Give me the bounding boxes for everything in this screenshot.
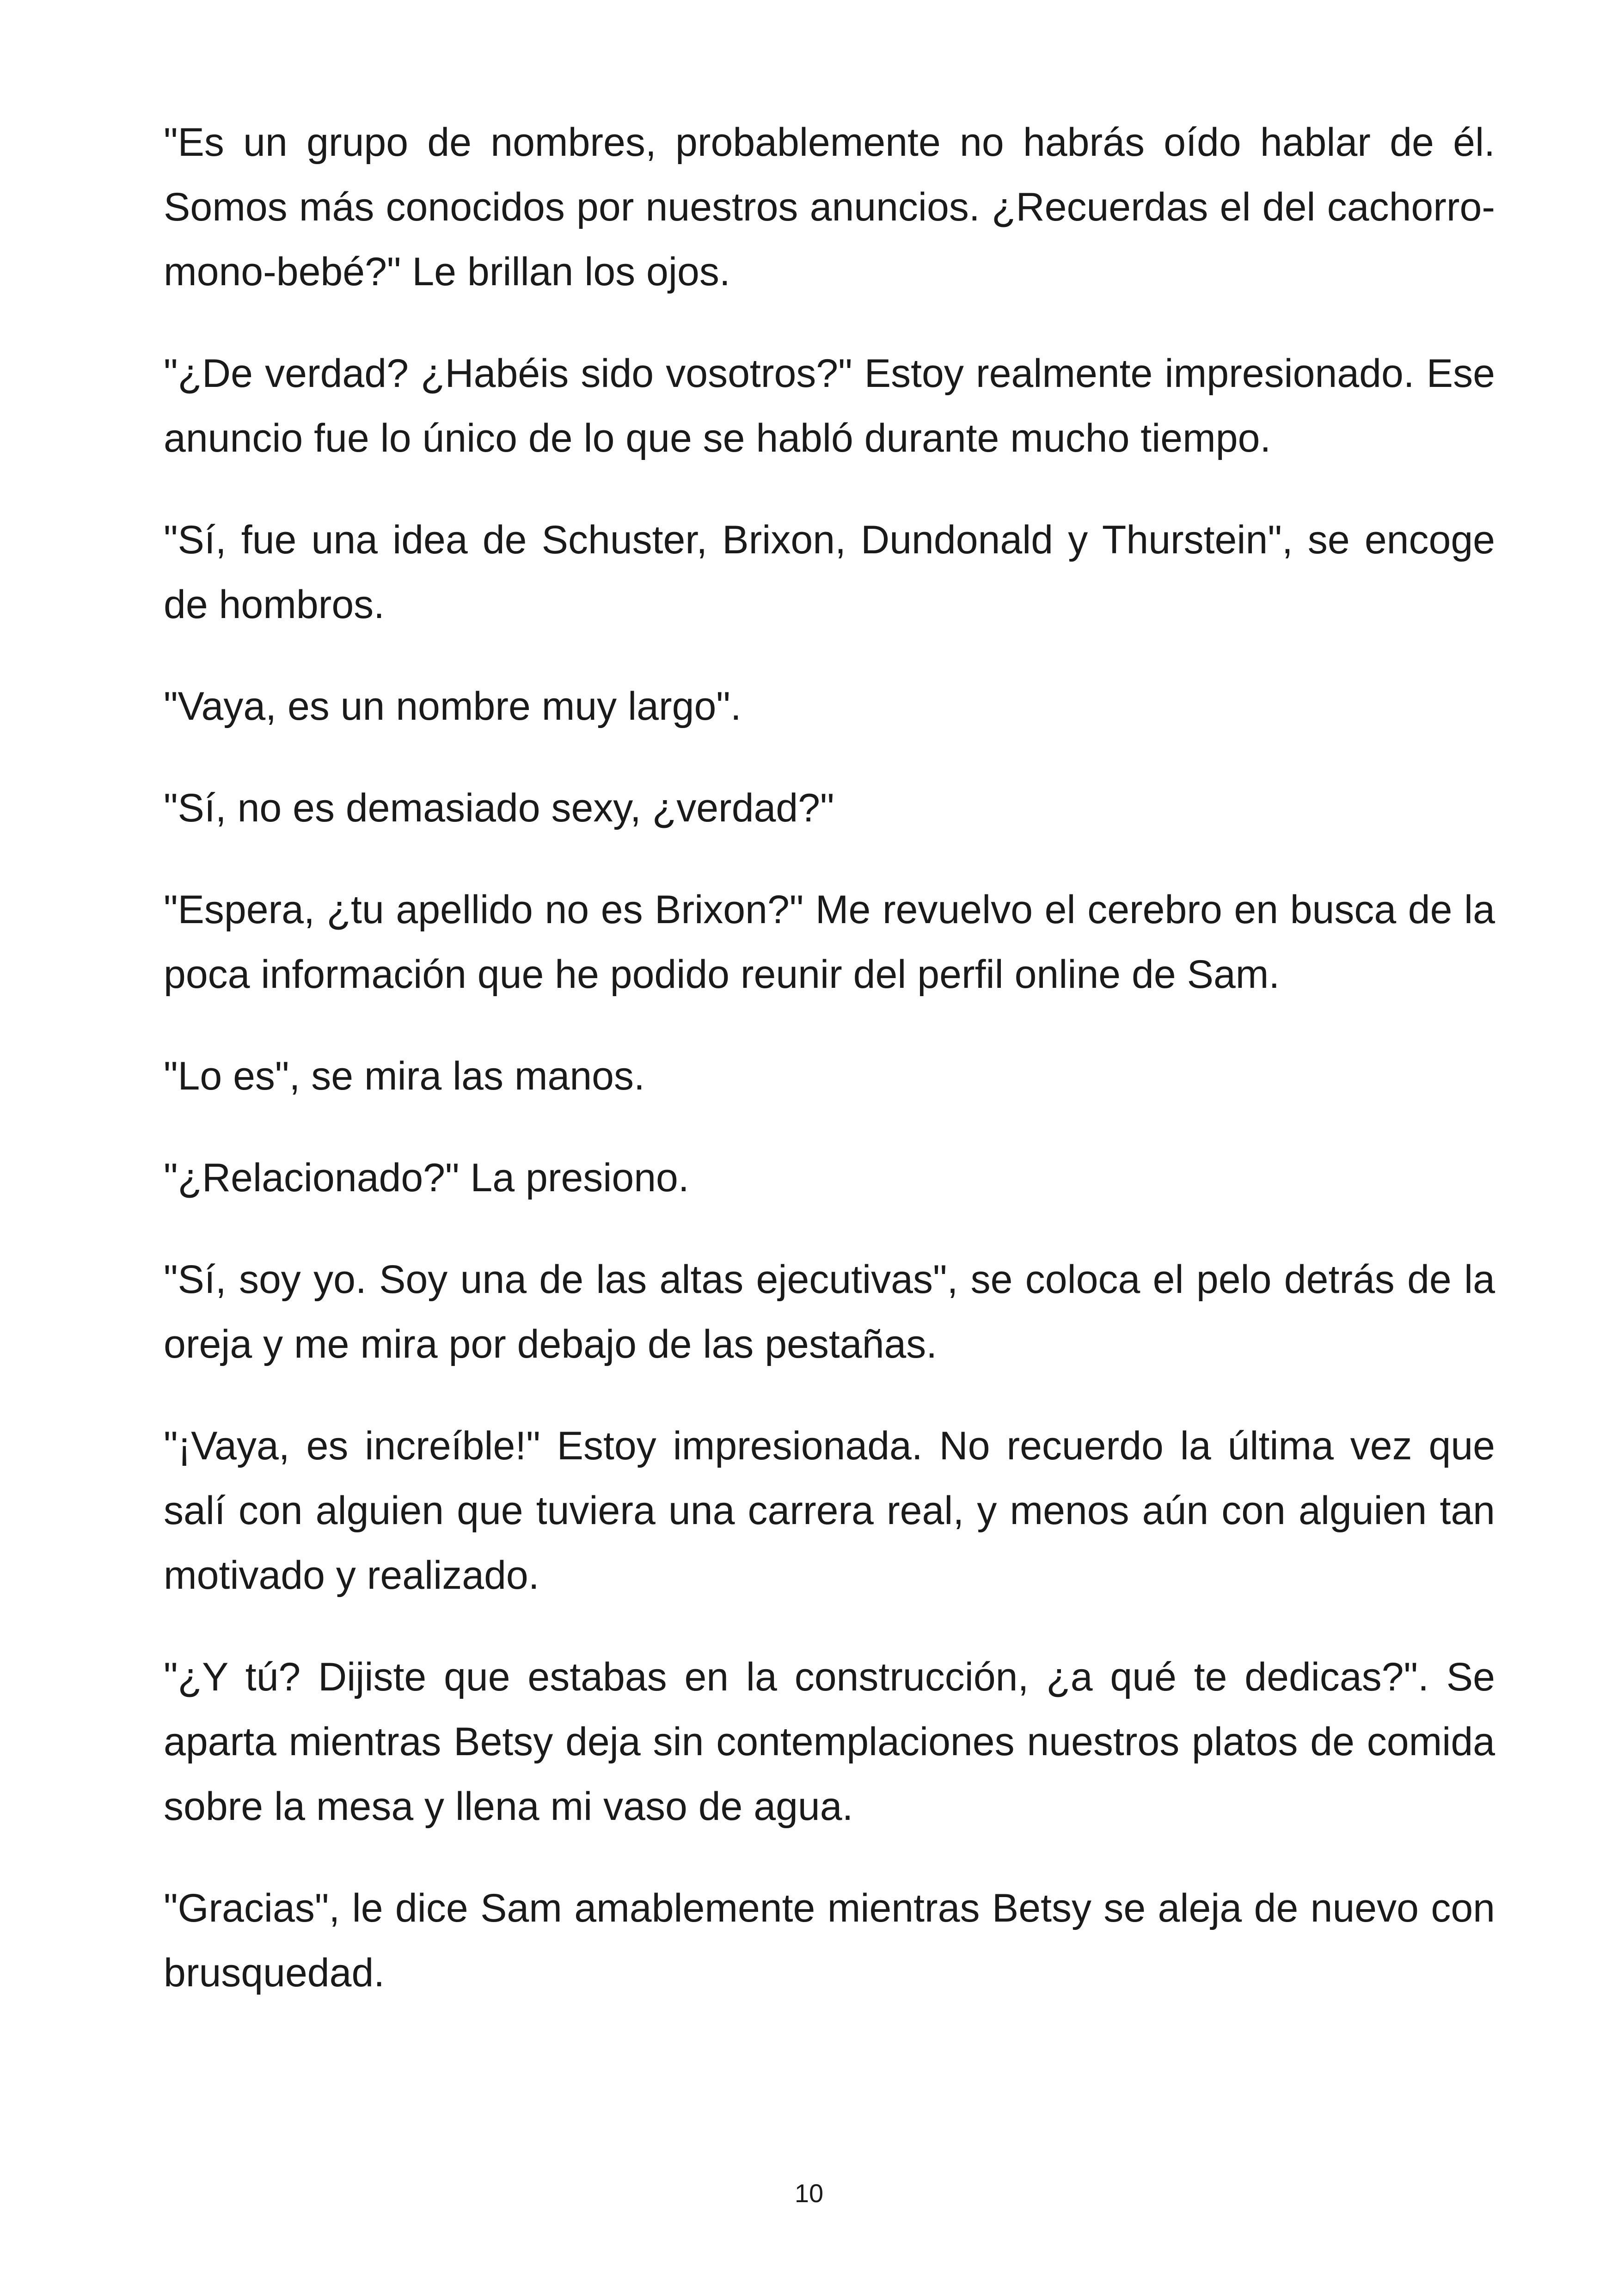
paragraph: "Lo es", se mira las manos. <box>164 1054 645 1098</box>
paragraph: "Sí, soy yo. Soy una de las altas ejecutivas", se coloca el pelo detrás de la oreja y me mira por debajo de las pestañas. <box>164 1257 1495 1366</box>
paragraph: "¡Vaya, es increíble!" Estoy impresionada. No recuerdo la última vez que salí con alguien que tuviera una carrera real, y menos aún con alguien tan motivado y realizado. <box>164 1424 1495 1598</box>
page-number: 10 <box>794 2179 824 2208</box>
paragraph: "¿De verdad? ¿Habéis sido vosotros?" Estoy realmente impresionado. Ese anuncio fue lo único de lo que se habló durante mucho tiempo. <box>164 351 1495 460</box>
paragraph: "Es un grupo de nombres, probablemente no habrás oído hablar de él. Somos más conocidos por nuestros anuncios. ¿Recuerdas el del cachorro-mono-bebé?" Le brillan los ojos. <box>164 120 1495 294</box>
paragraph: "¿Y tú? Dijiste que estabas en la construcción, ¿a qué te dedicas?". Se aparta mientras Betsy deja sin contemplaciones nuestros platos de comida sobre la mesa y llena mi vaso de agua. <box>164 1655 1495 1829</box>
paragraph: "¿Relacionado?" La presiono. <box>164 1156 689 1200</box>
paragraph: "Espera, ¿tu apellido no es Brixon?" Me revuelvo el cerebro en busca de la poca información que he podido reunir del perfil online de Sam. <box>164 888 1495 997</box>
paragraph: "Sí, fue una idea de Schuster, Brixon, Dundonald y Thurstein", se encoge de hombros. <box>164 518 1495 627</box>
paragraph: "Sí, no es demasiado sexy, ¿verdad?" <box>164 786 834 830</box>
page-body <box>164 110 1495 2042</box>
paragraph: "Vaya, es un nombre muy largo". <box>164 684 742 729</box>
paragraph: "Gracias", le dice Sam amablemente mientras Betsy se aleja de nuevo con brusquedad. <box>164 1886 1495 1995</box>
